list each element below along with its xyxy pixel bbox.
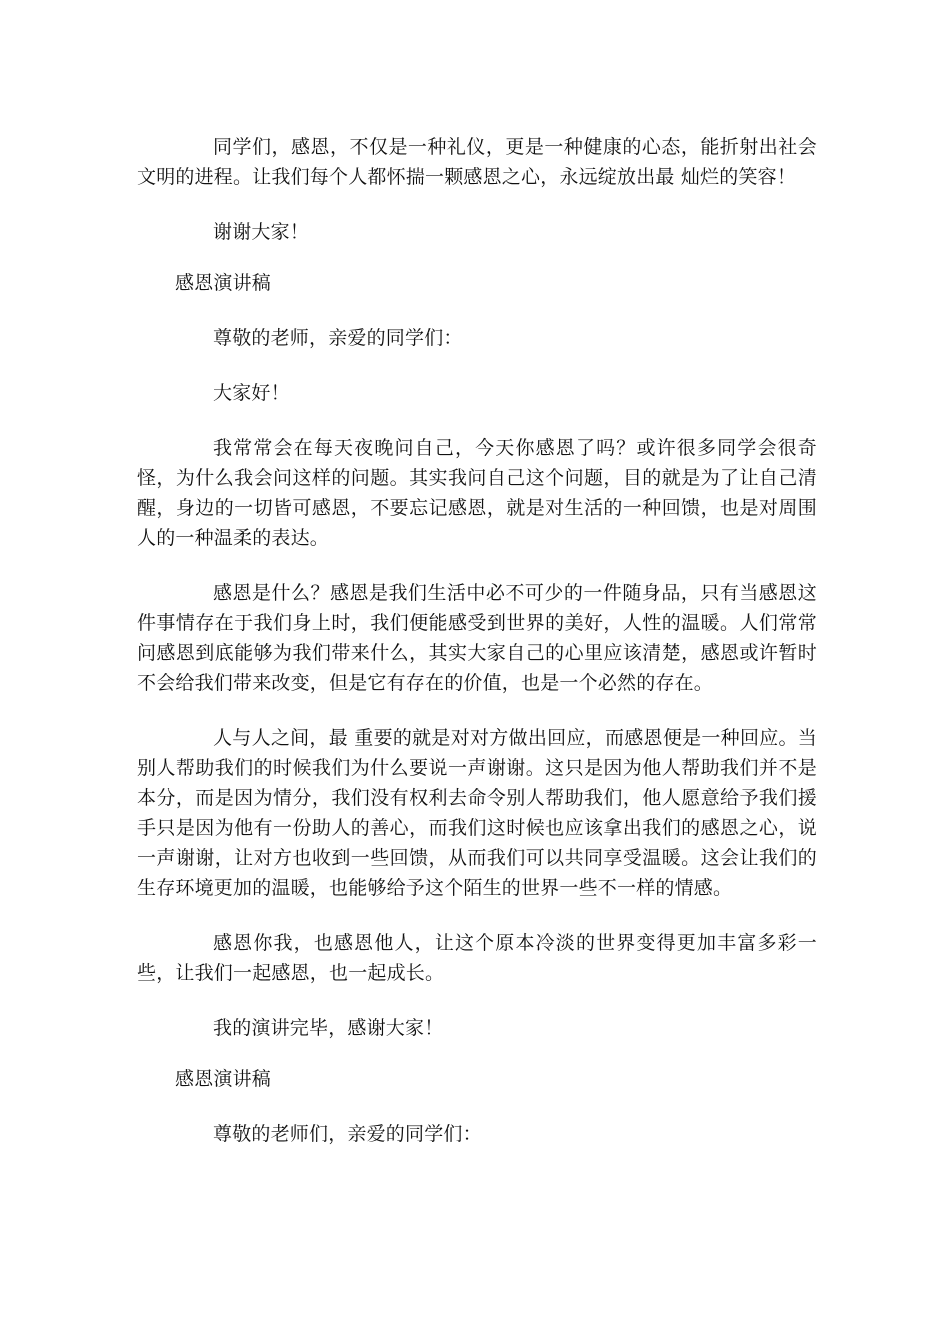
paragraph-between-people: 人与人之间，最 重要的就是对对方做出回应，而感恩便是一种回应。当别人帮助我们的时候我们为什么要说一声谢谢。这只是因为他人帮助我们并不是本分，而是因为情分，我们没有权利去命令别人帮助我们，他人愿意给予我们援手只是因为他有一份助人的善心，而我们这时候也应该拿出我们的感恩之心，说一声谢谢，让对方也收到一些回馈，从而我们可以共同享受温暖。这会让我们的生存环境更加的温暖，也能够给予这个陌生的世界一些不一样的情感。 (137, 727, 817, 899)
hello-line: 大家好！ (213, 382, 290, 404)
greeting-line-2: 尊敬的老师们，亲爱的同学们： (213, 1123, 482, 1145)
speech-title: 感恩演讲稿 (175, 272, 272, 294)
paragraph-what-is-gratitude: 感恩是什么？感恩是我们生活中必不可少的一件随身品，只有当感恩这件事情存在于我们身上时，我们便能感受到世界的美好，人性的温暖。人们常常问感恩到底能够为我们带来什么，其实大家自己的心里应该清楚，感恩或许暂时不会给我们带来改变，但是它有存在的价值，也是一个必然的存在。 (137, 582, 817, 694)
paragraph-grow-together: 感恩你我，也感恩他人，让这个原本冷淡的世界变得更加丰富多彩一些，让我们一起感恩，也一起成长。 (137, 932, 817, 984)
closing-line: 我的演讲完毕，感谢大家！ (213, 1017, 444, 1039)
thanks-line: 谢谢大家！ (213, 221, 310, 243)
paragraph-conclusion: 同学们，感恩，不仅是一种礼仪，更是一种健康的心态，能折射出社会文明的进程。让我们每个人都怀揣一颗感恩之心，永远绽放出最 灿烂的笑容！ (137, 136, 817, 188)
paragraph-self-question: 我常常会在每天夜晚问自己，今天你感恩了吗？或许很多同学会很奇怪，为什么我会问这样的问题。其实我问自己这个问题，目的就是为了让自己清醒，身边的一切皆可感恩，不要忘记感恩，就是对生活的一种回馈，也是对周围人的一种温柔的表达。 (137, 437, 817, 549)
greeting-line: 尊敬的老师，亲爱的同学们： (213, 327, 463, 349)
speech-title-2: 感恩演讲稿 (175, 1068, 272, 1090)
document-body (137, 132, 817, 1149)
